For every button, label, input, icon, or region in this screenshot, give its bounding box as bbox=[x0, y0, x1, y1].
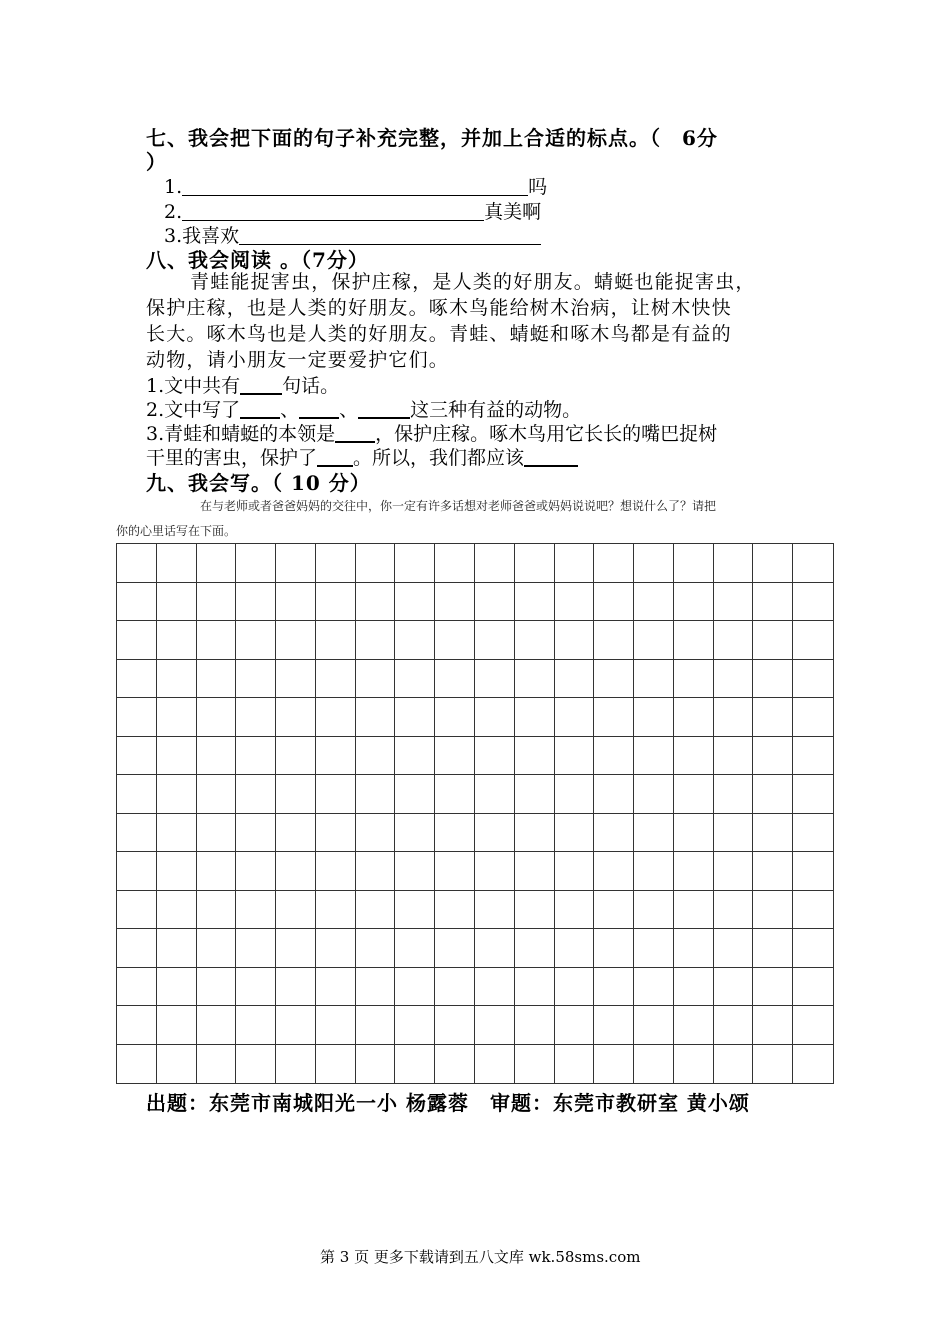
grid-cell[interactable] bbox=[793, 583, 833, 622]
grid-cell[interactable] bbox=[395, 891, 435, 930]
grid-cell[interactable] bbox=[555, 968, 595, 1007]
grid-cell[interactable] bbox=[475, 583, 515, 622]
grid-cell[interactable] bbox=[236, 660, 276, 699]
grid-cell[interactable] bbox=[316, 698, 356, 737]
grid-cell[interactable] bbox=[475, 968, 515, 1007]
grid-cell[interactable] bbox=[316, 968, 356, 1007]
grid-cell[interactable] bbox=[435, 968, 475, 1007]
grid-cell[interactable] bbox=[594, 852, 634, 891]
grid-cell[interactable] bbox=[714, 660, 754, 699]
grid-cell[interactable] bbox=[117, 929, 157, 968]
credits: 出题：东莞市南城阳光一小 杨露蓉 审题：东莞市教研室 黄小颂 bbox=[146, 1091, 750, 1115]
question-1 bbox=[146, 371, 339, 398]
grid-cell[interactable] bbox=[197, 698, 237, 737]
grid-cell[interactable] bbox=[634, 1045, 674, 1084]
grid-cell[interactable] bbox=[117, 1006, 157, 1045]
grid-cell[interactable] bbox=[435, 737, 475, 776]
item-prefix: 我喜欢 bbox=[182, 225, 240, 247]
grid-cell[interactable] bbox=[236, 775, 276, 814]
grid-cell[interactable] bbox=[793, 621, 833, 660]
grid-cell[interactable] bbox=[753, 891, 793, 930]
grid-cell[interactable] bbox=[435, 852, 475, 891]
grid-cell[interactable] bbox=[515, 968, 555, 1007]
grid-cell[interactable] bbox=[674, 544, 714, 583]
grid-cell[interactable] bbox=[475, 660, 515, 699]
grid-cell[interactable] bbox=[157, 775, 197, 814]
grid-cell[interactable] bbox=[555, 929, 595, 968]
grid-cell[interactable] bbox=[793, 852, 833, 891]
grid-cell[interactable] bbox=[236, 544, 276, 583]
answer-blank[interactable] bbox=[317, 445, 353, 467]
grid-cell[interactable] bbox=[435, 775, 475, 814]
grid-cell[interactable] bbox=[475, 698, 515, 737]
grid-cell[interactable] bbox=[316, 1045, 356, 1084]
grid-cell[interactable] bbox=[236, 1006, 276, 1045]
grid-cell[interactable] bbox=[674, 583, 714, 622]
grid-cell[interactable] bbox=[316, 929, 356, 968]
grid-cell[interactable] bbox=[594, 929, 634, 968]
grid-cell[interactable] bbox=[555, 660, 595, 699]
grid-cell[interactable] bbox=[714, 929, 754, 968]
grid-cell[interactable] bbox=[117, 621, 157, 660]
grid-cell[interactable] bbox=[356, 737, 396, 776]
grid-cell[interactable] bbox=[674, 698, 714, 737]
grid-cell[interactable] bbox=[356, 1006, 396, 1045]
grid-cell[interactable] bbox=[157, 929, 197, 968]
grid-cell[interactable] bbox=[395, 660, 435, 699]
grid-cell[interactable] bbox=[674, 621, 714, 660]
section7-heading: 七、我会把下面的句子补充完整，并加上合适的标点。（ 6分 bbox=[146, 126, 718, 150]
grid-cell[interactable] bbox=[515, 583, 555, 622]
grid-cell[interactable] bbox=[634, 544, 674, 583]
grid-cell[interactable] bbox=[395, 929, 435, 968]
grid-cell[interactable] bbox=[316, 775, 356, 814]
grid-cell[interactable] bbox=[435, 583, 475, 622]
grid-cell[interactable] bbox=[117, 544, 157, 583]
grid-cell[interactable] bbox=[276, 891, 316, 930]
grid-cell[interactable] bbox=[475, 1006, 515, 1045]
grid-cell[interactable] bbox=[236, 1045, 276, 1084]
grid-cell[interactable] bbox=[117, 583, 157, 622]
grid-cell[interactable] bbox=[316, 852, 356, 891]
section7-heading-cont: ） bbox=[146, 150, 167, 174]
grid-cell[interactable] bbox=[634, 660, 674, 699]
grid-cell[interactable] bbox=[714, 544, 754, 583]
grid-cell[interactable] bbox=[594, 1045, 634, 1084]
grid-cell[interactable] bbox=[475, 737, 515, 776]
grid-cell[interactable] bbox=[714, 775, 754, 814]
grid-cell[interactable] bbox=[475, 775, 515, 814]
grid-cell[interactable] bbox=[714, 737, 754, 776]
grid-cell[interactable] bbox=[197, 852, 237, 891]
grid-cell[interactable] bbox=[435, 698, 475, 737]
grid-cell[interactable] bbox=[515, 852, 555, 891]
passage-line-4: 动物，请小朋友一定要爱护它们。 bbox=[146, 349, 450, 371]
grid-cell[interactable] bbox=[674, 852, 714, 891]
item-number: 2. bbox=[164, 201, 183, 223]
grid-cell[interactable] bbox=[594, 737, 634, 776]
separator: 、 bbox=[280, 399, 300, 421]
grid-cell[interactable] bbox=[157, 852, 197, 891]
grid-cell[interactable] bbox=[714, 698, 754, 737]
grid-cell[interactable] bbox=[316, 660, 356, 699]
grid-cell[interactable] bbox=[197, 891, 237, 930]
answer-blank[interactable] bbox=[182, 200, 484, 221]
section7-item-1 bbox=[164, 172, 547, 199]
answer-blank[interactable] bbox=[240, 397, 280, 419]
grid-cell[interactable] bbox=[594, 891, 634, 930]
grid-cell[interactable] bbox=[634, 852, 674, 891]
question-text: 句话。 bbox=[282, 375, 340, 397]
grid-cell[interactable] bbox=[435, 1006, 475, 1045]
grid-cell[interactable] bbox=[714, 891, 754, 930]
grid-cell[interactable] bbox=[515, 891, 555, 930]
grid-cell[interactable] bbox=[157, 1045, 197, 1084]
grid-cell[interactable] bbox=[753, 1045, 793, 1084]
grid-cell[interactable] bbox=[555, 814, 595, 853]
grid-cell[interactable] bbox=[555, 852, 595, 891]
question-3-cont bbox=[146, 443, 578, 470]
grid-cell[interactable] bbox=[714, 1045, 754, 1084]
grid-cell[interactable] bbox=[197, 814, 237, 853]
grid-cell[interactable] bbox=[634, 891, 674, 930]
passage-line-1: 青蛙能捉害虫，保护庄稼，是人类的好朋友。蜻蜓也能捉害虫， bbox=[190, 271, 756, 293]
question-text: 干里的害虫，保护了 bbox=[146, 447, 318, 469]
writing-grid[interactable] bbox=[116, 543, 834, 1084]
grid-cell[interactable] bbox=[753, 852, 793, 891]
grid-cell[interactable] bbox=[515, 929, 555, 968]
grid-cell[interactable] bbox=[236, 929, 276, 968]
grid-cell[interactable] bbox=[197, 621, 237, 660]
grid-cell[interactable] bbox=[594, 968, 634, 1007]
grid-cell[interactable] bbox=[117, 660, 157, 699]
grid-cell[interactable] bbox=[236, 583, 276, 622]
grid-cell[interactable] bbox=[634, 1006, 674, 1045]
question-3 bbox=[146, 419, 717, 446]
grid-cell[interactable] bbox=[117, 891, 157, 930]
grid-cell[interactable] bbox=[276, 968, 316, 1007]
grid-cell[interactable] bbox=[316, 814, 356, 853]
grid-cell[interactable] bbox=[475, 814, 515, 853]
grid-cell[interactable] bbox=[435, 544, 475, 583]
grid-cell[interactable] bbox=[714, 583, 754, 622]
grid-cell[interactable] bbox=[356, 621, 396, 660]
grid-cell[interactable] bbox=[316, 891, 356, 930]
item-number: 3. bbox=[164, 225, 183, 247]
grid-cell[interactable] bbox=[395, 814, 435, 853]
grid-cell[interactable] bbox=[515, 544, 555, 583]
answer-blank[interactable] bbox=[335, 421, 375, 443]
grid-cell[interactable] bbox=[674, 775, 714, 814]
grid-cell[interactable] bbox=[793, 775, 833, 814]
grid-cell[interactable] bbox=[515, 1045, 555, 1084]
grid-cell[interactable] bbox=[475, 852, 515, 891]
grid-cell[interactable] bbox=[197, 1045, 237, 1084]
answer-blank[interactable] bbox=[182, 175, 528, 196]
grid-cell[interactable] bbox=[435, 891, 475, 930]
question-text: ，保护庄稼。啄木鸟用它长长的嘴巴捉树 bbox=[375, 423, 718, 445]
grid-cell[interactable] bbox=[714, 1006, 754, 1045]
grid-cell[interactable] bbox=[793, 737, 833, 776]
grid-cell[interactable] bbox=[157, 698, 197, 737]
grid-cell[interactable] bbox=[674, 891, 714, 930]
grid-cell[interactable] bbox=[157, 544, 197, 583]
grid-cell[interactable] bbox=[276, 621, 316, 660]
grid-cell[interactable] bbox=[276, 583, 316, 622]
grid-cell[interactable] bbox=[753, 660, 793, 699]
grid-cell[interactable] bbox=[793, 891, 833, 930]
grid-cell[interactable] bbox=[276, 852, 316, 891]
grid-cell[interactable] bbox=[634, 621, 674, 660]
grid-cell[interactable] bbox=[276, 1045, 316, 1084]
grid-cell[interactable] bbox=[356, 1045, 396, 1084]
grid-cell[interactable] bbox=[395, 1045, 435, 1084]
grid-cell[interactable] bbox=[316, 544, 356, 583]
grid-cell[interactable] bbox=[236, 737, 276, 776]
grid-cell[interactable] bbox=[236, 621, 276, 660]
grid-cell[interactable] bbox=[395, 621, 435, 660]
grid-cell[interactable] bbox=[594, 775, 634, 814]
grid-cell[interactable] bbox=[555, 544, 595, 583]
grid-cell[interactable] bbox=[714, 852, 754, 891]
grid-cell[interactable] bbox=[753, 814, 793, 853]
grid-cell[interactable] bbox=[753, 698, 793, 737]
grid-cell[interactable] bbox=[555, 583, 595, 622]
grid-cell[interactable] bbox=[395, 544, 435, 583]
grid-cell[interactable] bbox=[753, 775, 793, 814]
answer-blank[interactable] bbox=[239, 224, 541, 245]
grid-cell[interactable] bbox=[117, 968, 157, 1007]
grid-cell[interactable] bbox=[356, 814, 396, 853]
grid-cell[interactable] bbox=[395, 583, 435, 622]
grid-cell[interactable] bbox=[395, 737, 435, 776]
grid-cell[interactable] bbox=[793, 1045, 833, 1084]
grid-cell[interactable] bbox=[197, 544, 237, 583]
grid-cell[interactable] bbox=[674, 660, 714, 699]
grid-cell[interactable] bbox=[117, 852, 157, 891]
grid-cell[interactable] bbox=[674, 968, 714, 1007]
grid-cell[interactable] bbox=[435, 660, 475, 699]
grid-cell[interactable] bbox=[475, 1045, 515, 1084]
grid-cell[interactable] bbox=[515, 737, 555, 776]
grid-cell[interactable] bbox=[435, 814, 475, 853]
grid-cell[interactable] bbox=[356, 929, 396, 968]
grid-cell[interactable] bbox=[475, 544, 515, 583]
page-footer: 第 3 页 更多下载请到五八文库 wk.58sms.com bbox=[320, 1248, 641, 1266]
grid-cell[interactable] bbox=[714, 621, 754, 660]
grid-cell[interactable] bbox=[555, 775, 595, 814]
grid-cell[interactable] bbox=[197, 775, 237, 814]
grid-cell[interactable] bbox=[276, 544, 316, 583]
grid-cell[interactable] bbox=[236, 814, 276, 853]
grid-cell[interactable] bbox=[316, 1006, 356, 1045]
grid-cell[interactable] bbox=[793, 660, 833, 699]
grid-cell[interactable] bbox=[117, 698, 157, 737]
grid-cell[interactable] bbox=[356, 891, 396, 930]
grid-cell[interactable] bbox=[276, 775, 316, 814]
question-2 bbox=[146, 395, 581, 422]
grid-cell[interactable] bbox=[555, 891, 595, 930]
grid-cell[interactable] bbox=[316, 621, 356, 660]
grid-cell[interactable] bbox=[634, 737, 674, 776]
answer-blank[interactable] bbox=[524, 445, 578, 467]
grid-cell[interactable] bbox=[197, 968, 237, 1007]
grid-cell[interactable] bbox=[276, 698, 316, 737]
grid-cell[interactable] bbox=[674, 814, 714, 853]
grid-cell[interactable] bbox=[594, 621, 634, 660]
grid-cell[interactable] bbox=[117, 814, 157, 853]
grid-cell[interactable] bbox=[753, 583, 793, 622]
grid-cell[interactable] bbox=[157, 968, 197, 1007]
grid-cell[interactable] bbox=[594, 583, 634, 622]
grid-cell[interactable] bbox=[157, 660, 197, 699]
grid-cell[interactable] bbox=[674, 737, 714, 776]
grid-cell[interactable] bbox=[793, 544, 833, 583]
grid-cell[interactable] bbox=[515, 660, 555, 699]
grid-cell[interactable] bbox=[515, 621, 555, 660]
grid-cell[interactable] bbox=[395, 852, 435, 891]
grid-cell[interactable] bbox=[753, 929, 793, 968]
grid-cell[interactable] bbox=[356, 852, 396, 891]
grid-cell[interactable] bbox=[515, 775, 555, 814]
grid-cell[interactable] bbox=[356, 698, 396, 737]
grid-cell[interactable] bbox=[276, 1006, 316, 1045]
grid-cell[interactable] bbox=[356, 544, 396, 583]
grid-cell[interactable] bbox=[395, 1006, 435, 1045]
grid-cell[interactable] bbox=[356, 968, 396, 1007]
item-suffix: 真美啊 bbox=[484, 201, 542, 223]
grid-cell[interactable] bbox=[515, 814, 555, 853]
question-text: 3.青蛙和蜻蜓的本领是 bbox=[146, 423, 336, 445]
grid-cell[interactable] bbox=[594, 698, 634, 737]
passage-line-3: 长大。啄木鸟也是人类的好朋友。青蛙、蜻蜓和啄木鸟都是有益的 bbox=[146, 323, 732, 345]
grid-cell[interactable] bbox=[197, 583, 237, 622]
grid-cell[interactable] bbox=[316, 583, 356, 622]
grid-cell[interactable] bbox=[395, 698, 435, 737]
passage-line-2: 保护庄稼，也是人类的好朋友。啄木鸟能给树木治病，让树木快快 bbox=[146, 297, 732, 319]
grid-cell[interactable] bbox=[515, 698, 555, 737]
grid-cell[interactable] bbox=[753, 544, 793, 583]
grid-cell[interactable] bbox=[634, 775, 674, 814]
grid-cell[interactable] bbox=[117, 775, 157, 814]
grid-cell[interactable] bbox=[236, 968, 276, 1007]
grid-cell[interactable] bbox=[157, 583, 197, 622]
grid-cell[interactable] bbox=[356, 660, 396, 699]
grid-cell[interactable] bbox=[753, 737, 793, 776]
grid-cell[interactable] bbox=[634, 929, 674, 968]
grid-cell[interactable] bbox=[197, 737, 237, 776]
grid-cell[interactable] bbox=[793, 698, 833, 737]
grid-cell[interactable] bbox=[793, 929, 833, 968]
question-text: 2.文中写了 bbox=[146, 399, 241, 421]
grid-cell[interactable] bbox=[793, 968, 833, 1007]
grid-cell[interactable] bbox=[714, 968, 754, 1007]
grid-cell[interactable] bbox=[197, 1006, 237, 1045]
grid-cell[interactable] bbox=[276, 660, 316, 699]
grid-cell[interactable] bbox=[236, 698, 276, 737]
grid-cell[interactable] bbox=[395, 775, 435, 814]
grid-cell[interactable] bbox=[197, 929, 237, 968]
grid-cell[interactable] bbox=[555, 1045, 595, 1084]
grid-cell[interactable] bbox=[117, 737, 157, 776]
grid-cell[interactable] bbox=[555, 737, 595, 776]
item-suffix: 吗 bbox=[528, 176, 548, 198]
grid-cell[interactable] bbox=[594, 814, 634, 853]
question-text: 1.文中共有 bbox=[146, 375, 241, 397]
grid-cell[interactable] bbox=[117, 1045, 157, 1084]
grid-cell[interactable] bbox=[395, 968, 435, 1007]
grid-cell[interactable] bbox=[555, 621, 595, 660]
grid-cell[interactable] bbox=[674, 1006, 714, 1045]
grid-cell[interactable] bbox=[157, 621, 197, 660]
grid-cell[interactable] bbox=[555, 698, 595, 737]
grid-cell[interactable] bbox=[594, 544, 634, 583]
grid-cell[interactable] bbox=[276, 814, 316, 853]
grid-cell[interactable] bbox=[634, 968, 674, 1007]
grid-cell[interactable] bbox=[356, 583, 396, 622]
item-number: 1. bbox=[164, 176, 183, 198]
grid-cell[interactable] bbox=[236, 852, 276, 891]
separator: 、 bbox=[339, 399, 359, 421]
grid-cell[interactable] bbox=[276, 737, 316, 776]
writing-prompt-line-1: 在与老师或者爸爸妈妈的交往中，你一定有许多话想对老师爸爸或妈妈说说吧？想说什么了？请把 bbox=[200, 499, 717, 513]
grid-cell[interactable] bbox=[674, 1045, 714, 1084]
writing-prompt-line-2: 你的心里话写在下面。 bbox=[116, 524, 237, 538]
grid-cell[interactable] bbox=[475, 621, 515, 660]
grid-cell[interactable] bbox=[276, 929, 316, 968]
section9-heading: 九、我会写。（ 10 分） bbox=[146, 471, 371, 495]
grid-cell[interactable] bbox=[157, 814, 197, 853]
grid-cell[interactable] bbox=[356, 775, 396, 814]
grid-cell[interactable] bbox=[753, 1006, 793, 1045]
grid-cell[interactable] bbox=[793, 1006, 833, 1045]
grid-cell[interactable] bbox=[674, 929, 714, 968]
answer-blank[interactable] bbox=[299, 397, 339, 419]
grid-cell[interactable] bbox=[634, 698, 674, 737]
grid-cell[interactable] bbox=[197, 660, 237, 699]
section7-item-2 bbox=[164, 197, 541, 224]
grid-cell[interactable] bbox=[594, 1006, 634, 1045]
grid-cell[interactable] bbox=[634, 583, 674, 622]
grid-cell[interactable] bbox=[634, 814, 674, 853]
answer-blank[interactable] bbox=[358, 397, 410, 419]
question-text: 这三种有益的动物。 bbox=[410, 399, 582, 421]
grid-cell[interactable] bbox=[753, 621, 793, 660]
grid-cell[interactable] bbox=[555, 1006, 595, 1045]
grid-cell[interactable] bbox=[475, 891, 515, 930]
grid-cell[interactable] bbox=[157, 1006, 197, 1045]
grid-cell[interactable] bbox=[435, 621, 475, 660]
grid-cell[interactable] bbox=[753, 968, 793, 1007]
grid-cell[interactable] bbox=[157, 737, 197, 776]
grid-cell[interactable] bbox=[236, 891, 276, 930]
grid-cell[interactable] bbox=[316, 737, 356, 776]
grid-cell[interactable] bbox=[157, 891, 197, 930]
question-text: 。所以，我们都应该 bbox=[353, 447, 525, 469]
answer-blank[interactable] bbox=[240, 373, 282, 395]
grid-cell[interactable] bbox=[714, 814, 754, 853]
grid-cell[interactable] bbox=[475, 929, 515, 968]
grid-cell[interactable] bbox=[515, 1006, 555, 1045]
grid-cell[interactable] bbox=[594, 660, 634, 699]
grid-cell[interactable] bbox=[793, 814, 833, 853]
grid-cell[interactable] bbox=[435, 929, 475, 968]
grid-cell[interactable] bbox=[435, 1045, 475, 1084]
section8-heading: 八、我会阅读 。（7分） bbox=[146, 248, 369, 272]
